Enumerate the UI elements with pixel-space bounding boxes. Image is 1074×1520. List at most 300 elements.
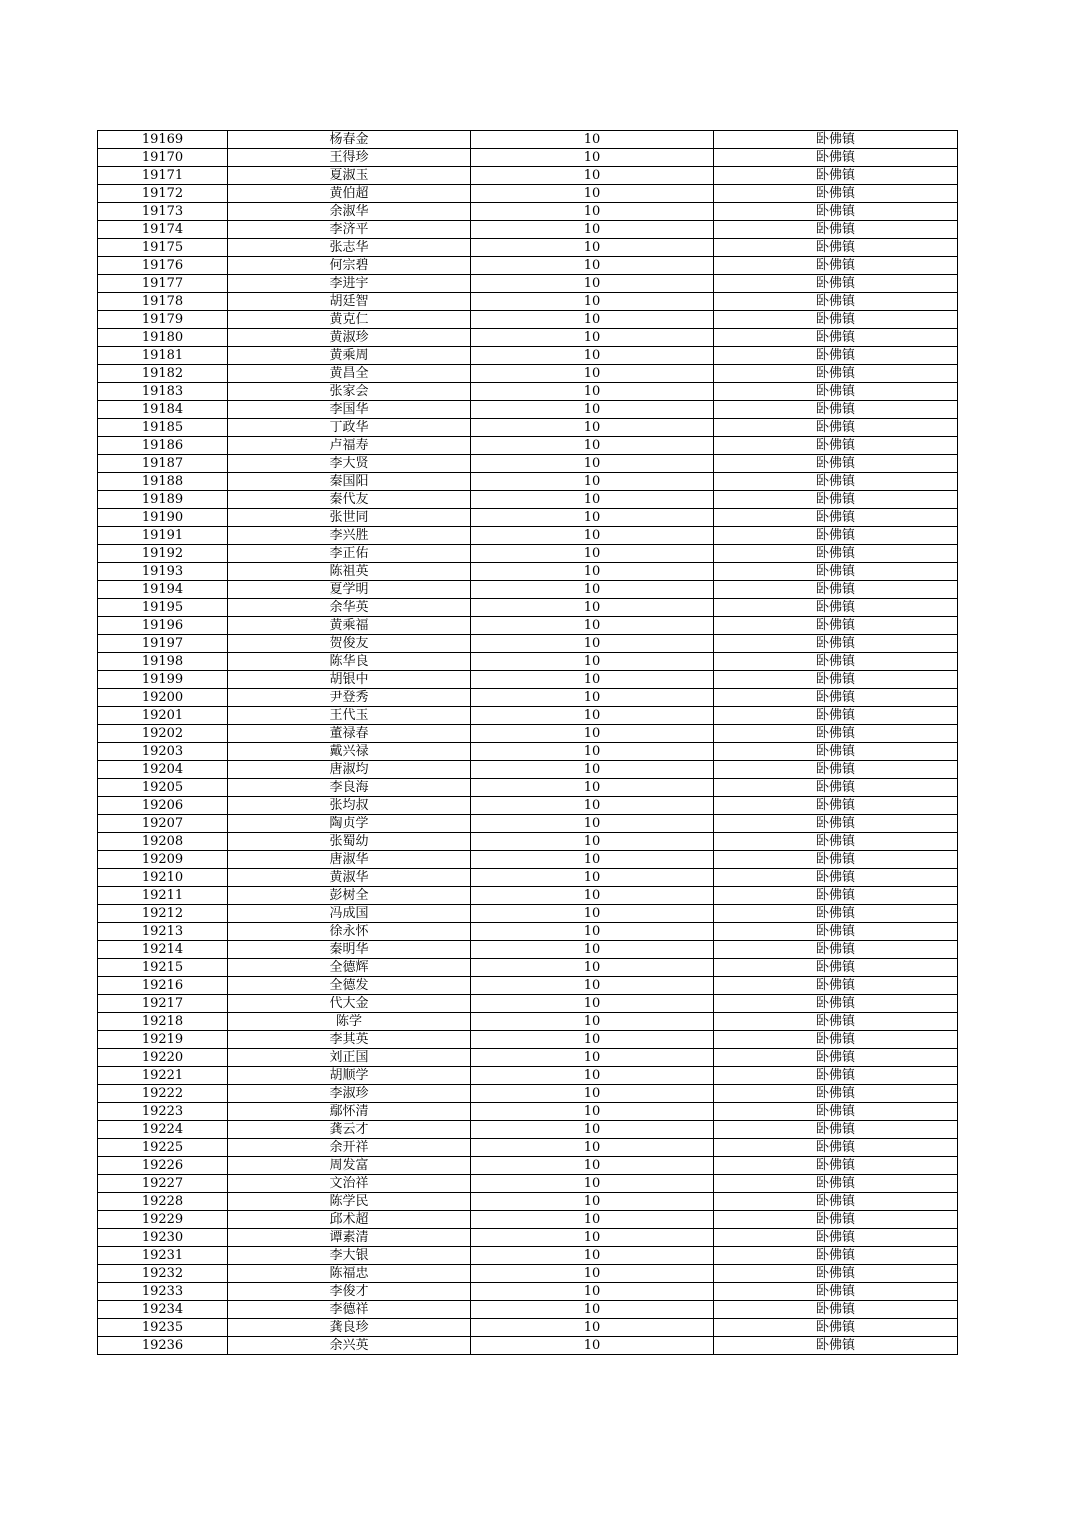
row-number-cell: 19170 xyxy=(98,149,228,167)
name-cell: 李大贤 xyxy=(228,455,471,473)
town-cell: 卧佛镇 xyxy=(714,1319,958,1337)
table-row xyxy=(98,635,958,653)
table-row xyxy=(98,905,958,923)
row-number-cell: 19194 xyxy=(98,581,228,599)
amount-cell: 10 xyxy=(471,221,714,239)
amount-cell: 10 xyxy=(471,1175,714,1193)
town-cell: 卧佛镇 xyxy=(714,743,958,761)
table-row xyxy=(98,239,958,257)
amount-cell: 10 xyxy=(471,977,714,995)
row-number-cell: 19189 xyxy=(98,491,228,509)
amount-cell: 10 xyxy=(471,167,714,185)
row-number-cell: 19175 xyxy=(98,239,228,257)
table-row xyxy=(98,1193,958,1211)
row-number-cell: 19209 xyxy=(98,851,228,869)
name-cell: 王代玉 xyxy=(228,707,471,725)
name-cell: 徐永怀 xyxy=(228,923,471,941)
row-number-cell: 19201 xyxy=(98,707,228,725)
amount-cell: 10 xyxy=(471,599,714,617)
name-cell: 唐淑均 xyxy=(228,761,471,779)
name-cell: 张蜀幼 xyxy=(228,833,471,851)
town-cell: 卧佛镇 xyxy=(714,383,958,401)
town-cell: 卧佛镇 xyxy=(714,1157,958,1175)
row-number-cell: 19186 xyxy=(98,437,228,455)
name-cell: 秦代友 xyxy=(228,491,471,509)
town-cell: 卧佛镇 xyxy=(714,437,958,455)
amount-cell: 10 xyxy=(471,131,714,149)
name-cell: 胡顺学 xyxy=(228,1067,471,1085)
town-cell: 卧佛镇 xyxy=(714,599,958,617)
row-number-cell: 19230 xyxy=(98,1229,228,1247)
table-row xyxy=(98,455,958,473)
name-cell: 李进宇 xyxy=(228,275,471,293)
amount-cell: 10 xyxy=(471,1031,714,1049)
row-number-cell: 19172 xyxy=(98,185,228,203)
row-number-cell: 19229 xyxy=(98,1211,228,1229)
town-cell: 卧佛镇 xyxy=(714,293,958,311)
town-cell: 卧佛镇 xyxy=(714,203,958,221)
row-number-cell: 19234 xyxy=(98,1301,228,1319)
table-row xyxy=(98,581,958,599)
amount-cell: 10 xyxy=(471,527,714,545)
name-cell: 贺俊友 xyxy=(228,635,471,653)
amount-cell: 10 xyxy=(471,635,714,653)
table-row xyxy=(98,599,958,617)
row-number-cell: 19210 xyxy=(98,869,228,887)
table-row xyxy=(98,491,958,509)
table-row xyxy=(98,257,958,275)
name-cell: 李济平 xyxy=(228,221,471,239)
name-cell: 夏学明 xyxy=(228,581,471,599)
name-cell: 李国华 xyxy=(228,401,471,419)
table-row xyxy=(98,815,958,833)
amount-cell: 10 xyxy=(471,1013,714,1031)
table-row xyxy=(98,419,958,437)
table-row xyxy=(98,743,958,761)
table-row xyxy=(98,1265,958,1283)
town-cell: 卧佛镇 xyxy=(714,1175,958,1193)
table-row xyxy=(98,959,958,977)
amount-cell: 10 xyxy=(471,1121,714,1139)
table-row xyxy=(98,1031,958,1049)
row-number-cell: 19206 xyxy=(98,797,228,815)
table-row xyxy=(98,131,958,149)
amount-cell: 10 xyxy=(471,869,714,887)
table-row xyxy=(98,617,958,635)
town-cell: 卧佛镇 xyxy=(714,131,958,149)
table-row xyxy=(98,185,958,203)
town-cell: 卧佛镇 xyxy=(714,671,958,689)
name-cell: 全德发 xyxy=(228,977,471,995)
table-row xyxy=(98,671,958,689)
row-number-cell: 19176 xyxy=(98,257,228,275)
table-row xyxy=(98,509,958,527)
row-number-cell: 19198 xyxy=(98,653,228,671)
row-number-cell: 19226 xyxy=(98,1157,228,1175)
name-cell: 张世同 xyxy=(228,509,471,527)
town-cell: 卧佛镇 xyxy=(714,887,958,905)
row-number-cell: 19236 xyxy=(98,1337,228,1355)
row-number-cell: 19228 xyxy=(98,1193,228,1211)
town-cell: 卧佛镇 xyxy=(714,509,958,527)
name-cell: 刘正国 xyxy=(228,1049,471,1067)
town-cell: 卧佛镇 xyxy=(714,1121,958,1139)
name-cell: 黄乘周 xyxy=(228,347,471,365)
table-row xyxy=(98,995,958,1013)
name-cell: 龚良珍 xyxy=(228,1319,471,1337)
name-cell: 李其英 xyxy=(228,1031,471,1049)
amount-cell: 10 xyxy=(471,563,714,581)
row-number-cell: 19218 xyxy=(98,1013,228,1031)
row-number-cell: 19188 xyxy=(98,473,228,491)
row-number-cell: 19197 xyxy=(98,635,228,653)
row-number-cell: 19182 xyxy=(98,365,228,383)
table-row xyxy=(98,1121,958,1139)
town-cell: 卧佛镇 xyxy=(714,707,958,725)
amount-cell: 10 xyxy=(471,1157,714,1175)
name-cell: 李俊才 xyxy=(228,1283,471,1301)
roster-table xyxy=(97,130,958,1355)
table-row xyxy=(98,725,958,743)
amount-cell: 10 xyxy=(471,509,714,527)
row-number-cell: 19181 xyxy=(98,347,228,365)
town-cell: 卧佛镇 xyxy=(714,257,958,275)
row-number-cell: 19212 xyxy=(98,905,228,923)
table-row xyxy=(98,563,958,581)
name-cell: 全德辉 xyxy=(228,959,471,977)
amount-cell: 10 xyxy=(471,905,714,923)
name-cell: 李淑珍 xyxy=(228,1085,471,1103)
row-number-cell: 19179 xyxy=(98,311,228,329)
amount-cell: 10 xyxy=(471,383,714,401)
table-row xyxy=(98,1175,958,1193)
row-number-cell: 19233 xyxy=(98,1283,228,1301)
row-number-cell: 19196 xyxy=(98,617,228,635)
name-cell: 余淑华 xyxy=(228,203,471,221)
table-row xyxy=(98,275,958,293)
town-cell: 卧佛镇 xyxy=(714,725,958,743)
name-cell: 冯成国 xyxy=(228,905,471,923)
amount-cell: 10 xyxy=(471,1085,714,1103)
name-cell: 陈学 xyxy=(228,1013,471,1031)
amount-cell: 10 xyxy=(471,689,714,707)
town-cell: 卧佛镇 xyxy=(714,1337,958,1355)
name-cell: 戴兴禄 xyxy=(228,743,471,761)
table-row xyxy=(98,1049,958,1067)
table-row xyxy=(98,653,958,671)
roster-table-body xyxy=(98,131,958,1355)
amount-cell: 10 xyxy=(471,545,714,563)
row-number-cell: 19185 xyxy=(98,419,228,437)
row-number-cell: 19191 xyxy=(98,527,228,545)
row-number-cell: 19214 xyxy=(98,941,228,959)
name-cell: 夏淑玉 xyxy=(228,167,471,185)
row-number-cell: 19192 xyxy=(98,545,228,563)
table-row xyxy=(98,923,958,941)
table-row xyxy=(98,473,958,491)
row-number-cell: 19211 xyxy=(98,887,228,905)
roster-table-container xyxy=(97,130,957,1355)
amount-cell: 10 xyxy=(471,275,714,293)
amount-cell: 10 xyxy=(471,1319,714,1337)
table-row xyxy=(98,1157,958,1175)
town-cell: 卧佛镇 xyxy=(714,1301,958,1319)
amount-cell: 10 xyxy=(471,149,714,167)
amount-cell: 10 xyxy=(471,815,714,833)
name-cell: 黄伯超 xyxy=(228,185,471,203)
town-cell: 卧佛镇 xyxy=(714,1247,958,1265)
table-row xyxy=(98,401,958,419)
town-cell: 卧佛镇 xyxy=(714,545,958,563)
table-row xyxy=(98,887,958,905)
row-number-cell: 19190 xyxy=(98,509,228,527)
amount-cell: 10 xyxy=(471,203,714,221)
town-cell: 卧佛镇 xyxy=(714,1085,958,1103)
town-cell: 卧佛镇 xyxy=(714,1139,958,1157)
name-cell: 黄淑珍 xyxy=(228,329,471,347)
town-cell: 卧佛镇 xyxy=(714,635,958,653)
row-number-cell: 19215 xyxy=(98,959,228,977)
table-row xyxy=(98,707,958,725)
town-cell: 卧佛镇 xyxy=(714,833,958,851)
name-cell: 鄢怀清 xyxy=(228,1103,471,1121)
town-cell: 卧佛镇 xyxy=(714,797,958,815)
town-cell: 卧佛镇 xyxy=(714,581,958,599)
table-row xyxy=(98,1211,958,1229)
table-row xyxy=(98,203,958,221)
town-cell: 卧佛镇 xyxy=(714,1229,958,1247)
amount-cell: 10 xyxy=(471,437,714,455)
amount-cell: 10 xyxy=(471,1103,714,1121)
amount-cell: 10 xyxy=(471,365,714,383)
table-row xyxy=(98,1301,958,1319)
row-number-cell: 19202 xyxy=(98,725,228,743)
table-row xyxy=(98,1337,958,1355)
table-row xyxy=(98,689,958,707)
amount-cell: 10 xyxy=(471,1067,714,1085)
row-number-cell: 19178 xyxy=(98,293,228,311)
table-row xyxy=(98,437,958,455)
name-cell: 李良海 xyxy=(228,779,471,797)
table-row xyxy=(98,1139,958,1157)
table-row xyxy=(98,545,958,563)
name-cell: 黄淑华 xyxy=(228,869,471,887)
table-row xyxy=(98,311,958,329)
town-cell: 卧佛镇 xyxy=(714,689,958,707)
name-cell: 周发富 xyxy=(228,1157,471,1175)
amount-cell: 10 xyxy=(471,671,714,689)
table-row xyxy=(98,1319,958,1337)
town-cell: 卧佛镇 xyxy=(714,815,958,833)
name-cell: 邱术超 xyxy=(228,1211,471,1229)
row-number-cell: 19184 xyxy=(98,401,228,419)
town-cell: 卧佛镇 xyxy=(714,869,958,887)
row-number-cell: 19193 xyxy=(98,563,228,581)
amount-cell: 10 xyxy=(471,311,714,329)
table-row xyxy=(98,347,958,365)
row-number-cell: 19208 xyxy=(98,833,228,851)
row-number-cell: 19219 xyxy=(98,1031,228,1049)
town-cell: 卧佛镇 xyxy=(714,311,958,329)
row-number-cell: 19169 xyxy=(98,131,228,149)
table-row xyxy=(98,797,958,815)
town-cell: 卧佛镇 xyxy=(714,563,958,581)
town-cell: 卧佛镇 xyxy=(714,1283,958,1301)
row-number-cell: 19220 xyxy=(98,1049,228,1067)
amount-cell: 10 xyxy=(471,1193,714,1211)
name-cell: 丁政华 xyxy=(228,419,471,437)
amount-cell: 10 xyxy=(471,941,714,959)
name-cell: 秦明华 xyxy=(228,941,471,959)
amount-cell: 10 xyxy=(471,329,714,347)
table-row xyxy=(98,365,958,383)
name-cell: 何宗碧 xyxy=(228,257,471,275)
amount-cell: 10 xyxy=(471,725,714,743)
name-cell: 陈祖英 xyxy=(228,563,471,581)
name-cell: 余兴英 xyxy=(228,1337,471,1355)
town-cell: 卧佛镇 xyxy=(714,761,958,779)
town-cell: 卧佛镇 xyxy=(714,1211,958,1229)
row-number-cell: 19174 xyxy=(98,221,228,239)
row-number-cell: 19200 xyxy=(98,689,228,707)
town-cell: 卧佛镇 xyxy=(714,401,958,419)
name-cell: 王得珍 xyxy=(228,149,471,167)
row-number-cell: 19235 xyxy=(98,1319,228,1337)
table-row xyxy=(98,167,958,185)
amount-cell: 10 xyxy=(471,1229,714,1247)
name-cell: 卢福寿 xyxy=(228,437,471,455)
town-cell: 卧佛镇 xyxy=(714,1103,958,1121)
town-cell: 卧佛镇 xyxy=(714,1049,958,1067)
row-number-cell: 19216 xyxy=(98,977,228,995)
town-cell: 卧佛镇 xyxy=(714,653,958,671)
table-row xyxy=(98,869,958,887)
table-row xyxy=(98,851,958,869)
town-cell: 卧佛镇 xyxy=(714,185,958,203)
name-cell: 余开祥 xyxy=(228,1139,471,1157)
table-row xyxy=(98,1283,958,1301)
amount-cell: 10 xyxy=(471,743,714,761)
amount-cell: 10 xyxy=(471,761,714,779)
amount-cell: 10 xyxy=(471,1301,714,1319)
table-row xyxy=(98,1085,958,1103)
table-row xyxy=(98,221,958,239)
row-number-cell: 19225 xyxy=(98,1139,228,1157)
town-cell: 卧佛镇 xyxy=(714,995,958,1013)
town-cell: 卧佛镇 xyxy=(714,977,958,995)
amount-cell: 10 xyxy=(471,491,714,509)
table-row xyxy=(98,779,958,797)
amount-cell: 10 xyxy=(471,581,714,599)
name-cell: 陈华良 xyxy=(228,653,471,671)
table-row xyxy=(98,833,958,851)
row-number-cell: 19177 xyxy=(98,275,228,293)
town-cell: 卧佛镇 xyxy=(714,959,958,977)
amount-cell: 10 xyxy=(471,617,714,635)
amount-cell: 10 xyxy=(471,455,714,473)
amount-cell: 10 xyxy=(471,797,714,815)
name-cell: 董禄春 xyxy=(228,725,471,743)
row-number-cell: 19231 xyxy=(98,1247,228,1265)
table-row xyxy=(98,149,958,167)
row-number-cell: 19199 xyxy=(98,671,228,689)
name-cell: 胡银中 xyxy=(228,671,471,689)
town-cell: 卧佛镇 xyxy=(714,347,958,365)
town-cell: 卧佛镇 xyxy=(714,923,958,941)
name-cell: 文治祥 xyxy=(228,1175,471,1193)
row-number-cell: 19213 xyxy=(98,923,228,941)
amount-cell: 10 xyxy=(471,1049,714,1067)
town-cell: 卧佛镇 xyxy=(714,419,958,437)
town-cell: 卧佛镇 xyxy=(714,491,958,509)
town-cell: 卧佛镇 xyxy=(714,473,958,491)
town-cell: 卧佛镇 xyxy=(714,149,958,167)
town-cell: 卧佛镇 xyxy=(714,455,958,473)
amount-cell: 10 xyxy=(471,1139,714,1157)
name-cell: 张志华 xyxy=(228,239,471,257)
name-cell: 龚云才 xyxy=(228,1121,471,1139)
amount-cell: 10 xyxy=(471,923,714,941)
table-row xyxy=(98,1229,958,1247)
table-row xyxy=(98,1013,958,1031)
row-number-cell: 19227 xyxy=(98,1175,228,1193)
town-cell: 卧佛镇 xyxy=(714,1031,958,1049)
amount-cell: 10 xyxy=(471,779,714,797)
amount-cell: 10 xyxy=(471,185,714,203)
amount-cell: 10 xyxy=(471,1265,714,1283)
name-cell: 陈学民 xyxy=(228,1193,471,1211)
amount-cell: 10 xyxy=(471,887,714,905)
table-row xyxy=(98,1067,958,1085)
amount-cell: 10 xyxy=(471,293,714,311)
town-cell: 卧佛镇 xyxy=(714,779,958,797)
amount-cell: 10 xyxy=(471,833,714,851)
row-number-cell: 19204 xyxy=(98,761,228,779)
name-cell: 李兴胜 xyxy=(228,527,471,545)
row-number-cell: 19195 xyxy=(98,599,228,617)
amount-cell: 10 xyxy=(471,851,714,869)
name-cell: 秦国阳 xyxy=(228,473,471,491)
name-cell: 唐淑华 xyxy=(228,851,471,869)
row-number-cell: 19207 xyxy=(98,815,228,833)
name-cell: 李正佑 xyxy=(228,545,471,563)
row-number-cell: 19171 xyxy=(98,167,228,185)
town-cell: 卧佛镇 xyxy=(714,851,958,869)
row-number-cell: 19183 xyxy=(98,383,228,401)
name-cell: 黄乘福 xyxy=(228,617,471,635)
table-row xyxy=(98,527,958,545)
row-number-cell: 19173 xyxy=(98,203,228,221)
name-cell: 尹登秀 xyxy=(228,689,471,707)
town-cell: 卧佛镇 xyxy=(714,329,958,347)
row-number-cell: 19222 xyxy=(98,1085,228,1103)
town-cell: 卧佛镇 xyxy=(714,365,958,383)
table-row xyxy=(98,1103,958,1121)
name-cell: 彭树全 xyxy=(228,887,471,905)
amount-cell: 10 xyxy=(471,419,714,437)
town-cell: 卧佛镇 xyxy=(714,239,958,257)
name-cell: 陶贞学 xyxy=(228,815,471,833)
amount-cell: 10 xyxy=(471,707,714,725)
town-cell: 卧佛镇 xyxy=(714,167,958,185)
table-row xyxy=(98,941,958,959)
town-cell: 卧佛镇 xyxy=(714,941,958,959)
amount-cell: 10 xyxy=(471,959,714,977)
row-number-cell: 19224 xyxy=(98,1121,228,1139)
town-cell: 卧佛镇 xyxy=(714,275,958,293)
name-cell: 黄克仁 xyxy=(228,311,471,329)
town-cell: 卧佛镇 xyxy=(714,905,958,923)
